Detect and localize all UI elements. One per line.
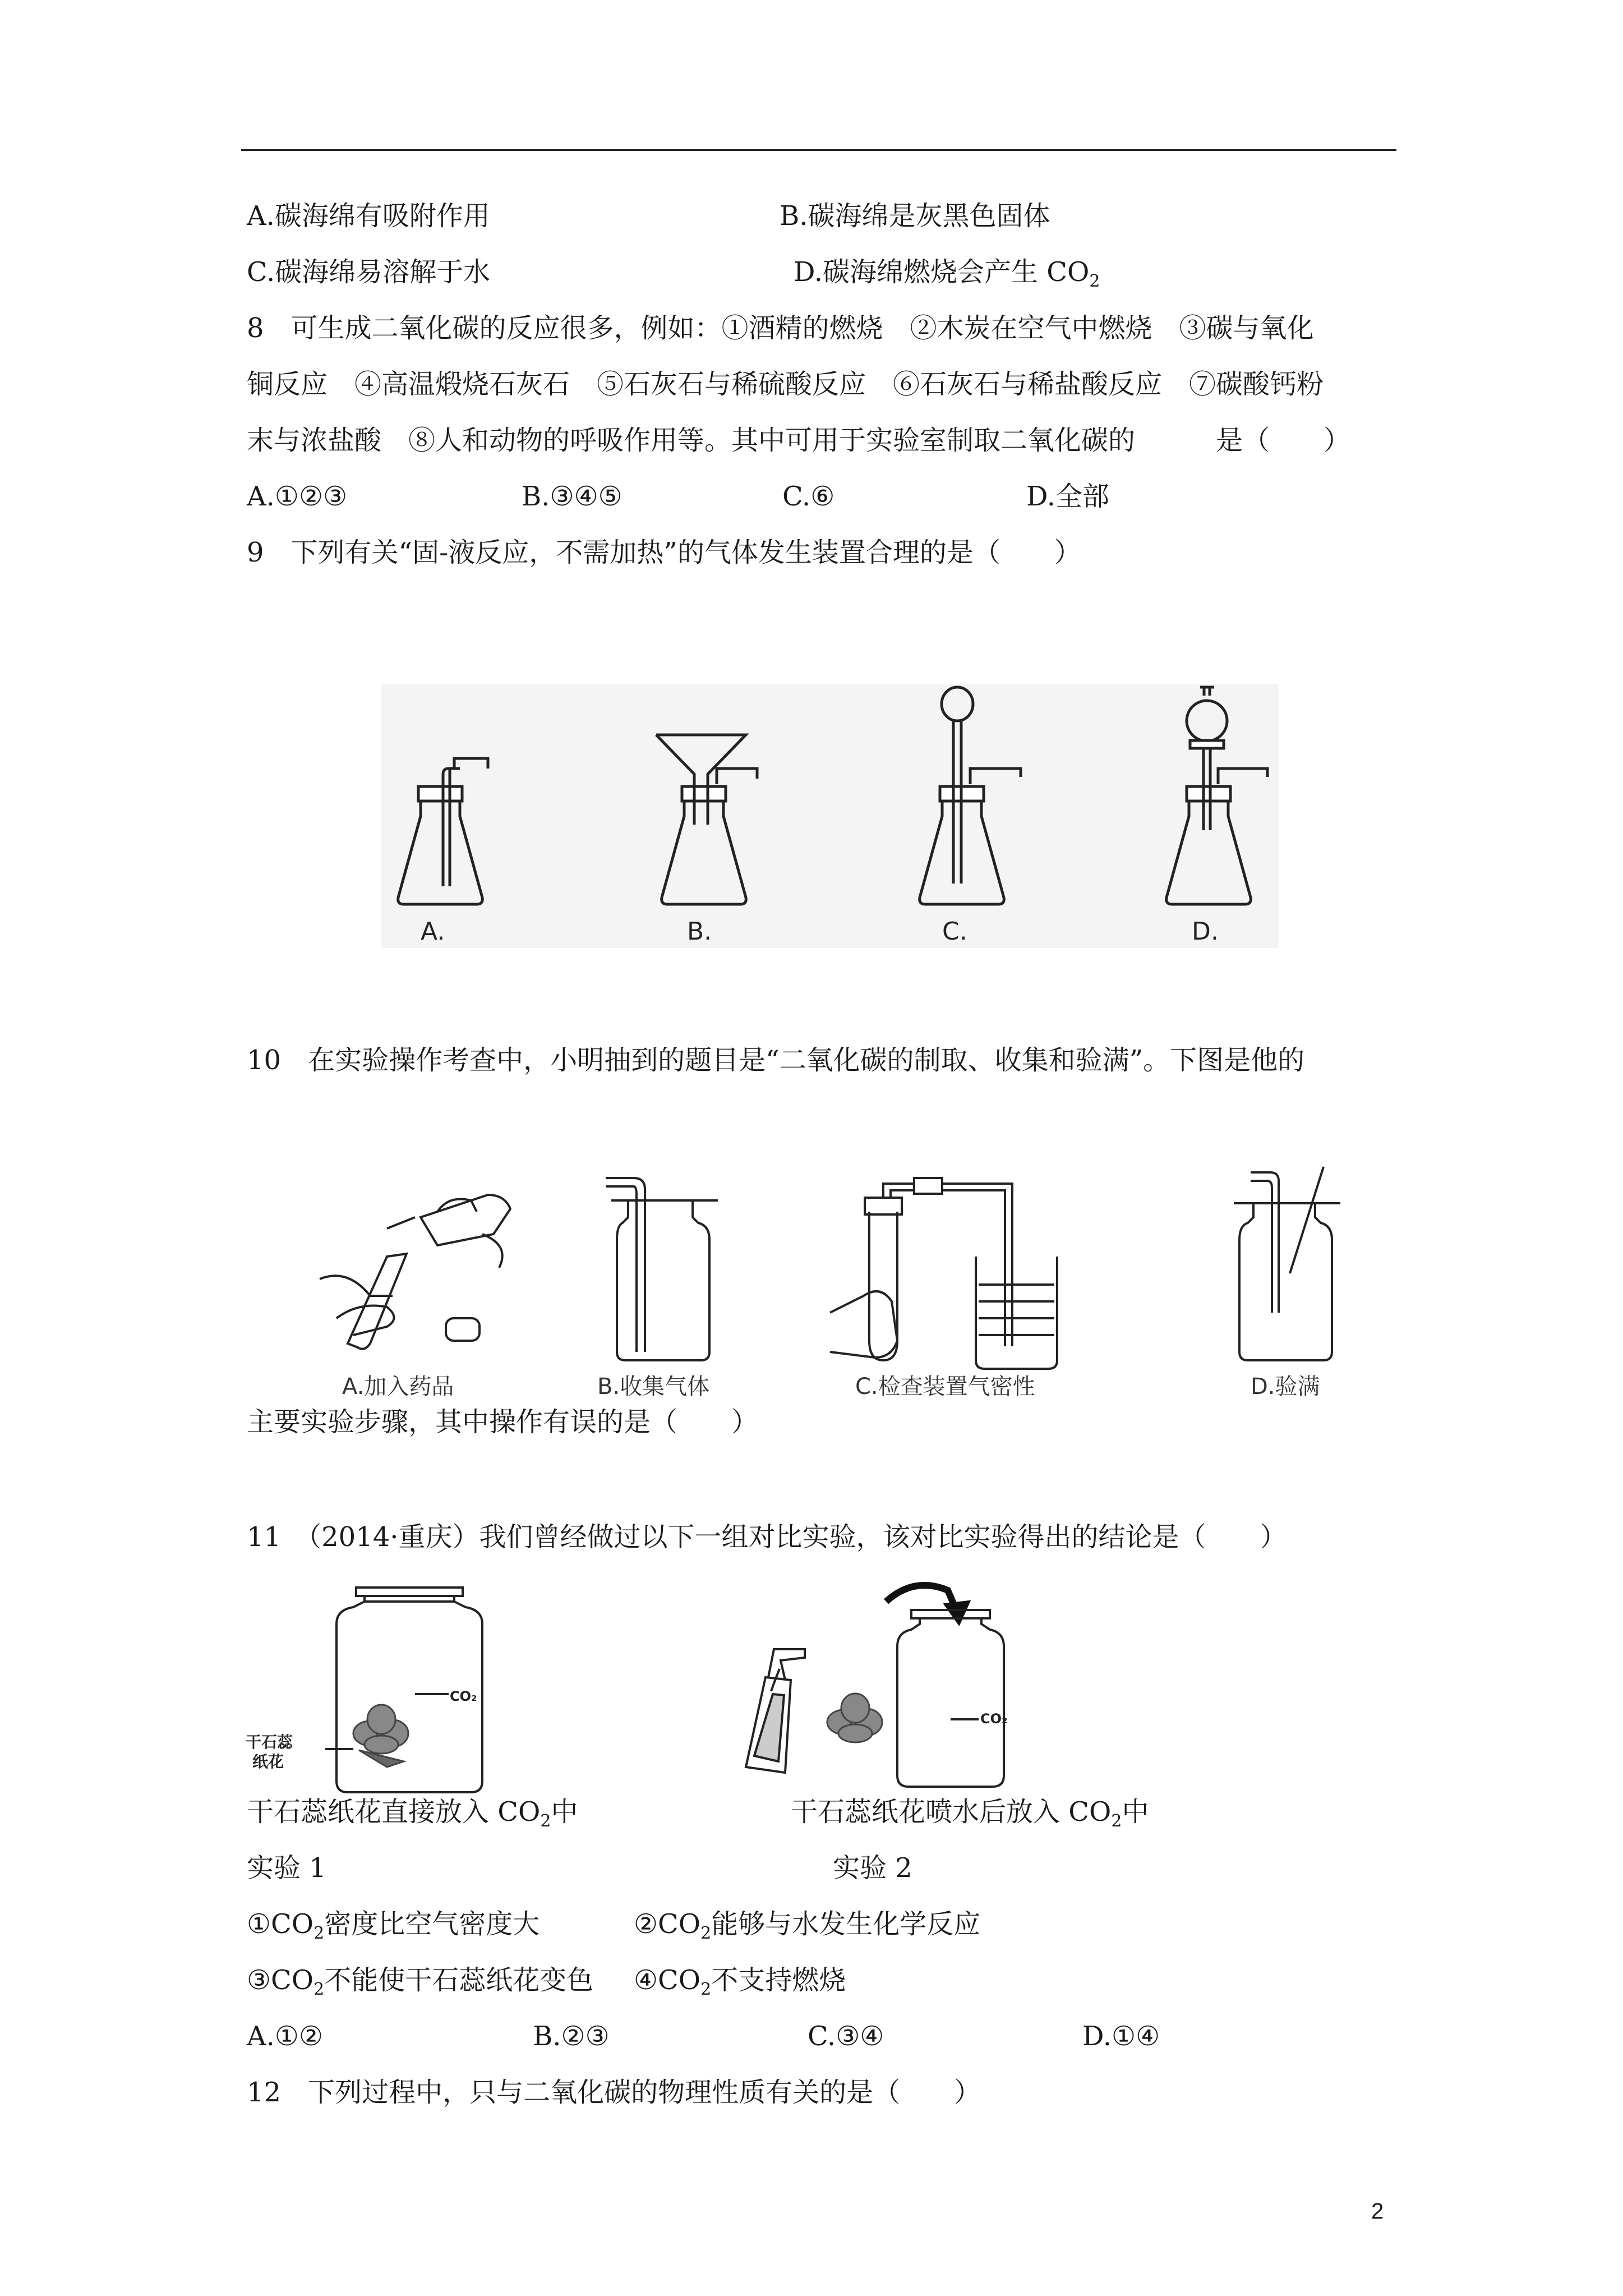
q11-option-d: D.①④ xyxy=(1082,2021,1160,2052)
co2-label-2: CO₂ xyxy=(980,1711,1008,1727)
flower-icon-1 xyxy=(353,1705,408,1767)
q9-label-d: D. xyxy=(1192,917,1219,946)
q9-label-c: C. xyxy=(942,917,967,946)
q8-line-3: 末与浓盐酸 ⑧人和动物的呼吸作用等。其中可用于实验室制取二氧化碳的 是（ ） xyxy=(247,425,1351,456)
header-rule xyxy=(241,149,1396,151)
q9-question: 9 下列有关“固-液反应，不需加热”的气体发生装置合理的是（ ） xyxy=(247,537,1081,568)
operation-d xyxy=(1234,1167,1340,1360)
q7-option-d: D.碳海绵燃烧会产生 $CO_2$ xyxy=(794,256,1100,291)
q7-option-c: C.碳海绵易溶解于水 xyxy=(247,256,491,288)
q8-option-d: D.全部 xyxy=(1026,481,1110,512)
operation-c xyxy=(830,1178,1057,1369)
flower-label-line-2: 纸花 xyxy=(252,1752,284,1771)
q10-label-b: B.收集气体 xyxy=(597,1374,710,1400)
q11-caption-2: 干石蕊纸花喷水后放入 $CO_2$中 xyxy=(791,1796,1149,1831)
q11-option-a: A.①② xyxy=(247,2021,323,2052)
q12-question: 12 下列过程中，只与二氧化碳的物理性质有关的是（ ） xyxy=(247,2077,981,2108)
q11-statement-3: $③CO_2$不能使干石蕊纸花变色 xyxy=(247,1964,594,1999)
q11-statement-4: $④CO_2$不支持燃烧 xyxy=(634,1964,846,1999)
q11-experiment-2-label: 实验 2 xyxy=(833,1852,912,1884)
jar-experiment-2 xyxy=(897,1610,1004,1787)
flower-icon-2 xyxy=(827,1694,882,1742)
q8-option-a: A.①②③ xyxy=(247,481,348,512)
q11-caption-1: 干石蕊纸花直接放入 $CO_2$中 xyxy=(247,1796,578,1831)
q11-question: 11 （2014·重庆）我们曾经做过以下一组对比实验，该对比实验得出的结论是（ ） xyxy=(247,1521,1287,1553)
q10-operation-figure xyxy=(303,1156,1396,1402)
q8-line-1: 8 可生成二氧化碳的反应很多，例如：①酒精的燃烧 ②木炭在空气中燃烧 ③碳与氧化 xyxy=(247,312,1314,344)
operation-a xyxy=(320,1195,510,1349)
q11-statement-1: $①CO_2$密度比空气密度大 xyxy=(247,1908,540,1943)
q9-label-a: A. xyxy=(421,917,445,946)
co2-label-1: CO₂ xyxy=(450,1688,477,1704)
q11-experiment-figure xyxy=(241,1571,1110,1795)
q10-label-c: C.检查装置气密性 xyxy=(855,1374,1035,1400)
page-number: 2 xyxy=(1371,2199,1384,2224)
q7-option-a: A.碳海绵有吸附作用 xyxy=(247,200,490,232)
q7-option-b: B.碳海绵是灰黑色固体 xyxy=(780,200,1050,232)
q11-option-b: B.②③ xyxy=(533,2021,610,2052)
operation-b xyxy=(606,1178,718,1360)
spray-bottle-icon xyxy=(746,1649,805,1773)
q8-option-c: C.⑥ xyxy=(782,481,835,512)
q10-question-continued: 主要实验步骤，其中操作有误的是（ ） xyxy=(247,1406,759,1438)
q8-line-2: 铜反应 ④高温煅烧石灰石 ⑤石灰石与稀硫酸反应 ⑥石灰石与稀盐酸反应 ⑦碳酸钙粉 xyxy=(247,369,1324,400)
q10-label-d: D.验满 xyxy=(1251,1374,1320,1400)
q10-question: 10 在实验操作考查中，小明抽到的题目是“二氧化碳的制取、收集和验满”。下图是他的 xyxy=(247,1045,1305,1076)
q11-experiment-1-label: 实验 1 xyxy=(247,1852,326,1884)
q9-label-b: B. xyxy=(687,917,712,946)
q9-apparatus-figure xyxy=(381,684,1279,948)
q11-statement-2: $②CO_2$能够与水发生化学反应 xyxy=(634,1908,981,1943)
q8-option-b: B.③④⑤ xyxy=(522,481,623,512)
flower-label-line-1: 干石蕊 xyxy=(246,1733,293,1751)
q11-option-c: C.③④ xyxy=(808,2021,884,2052)
q10-label-a: A.加入药品 xyxy=(342,1374,454,1400)
